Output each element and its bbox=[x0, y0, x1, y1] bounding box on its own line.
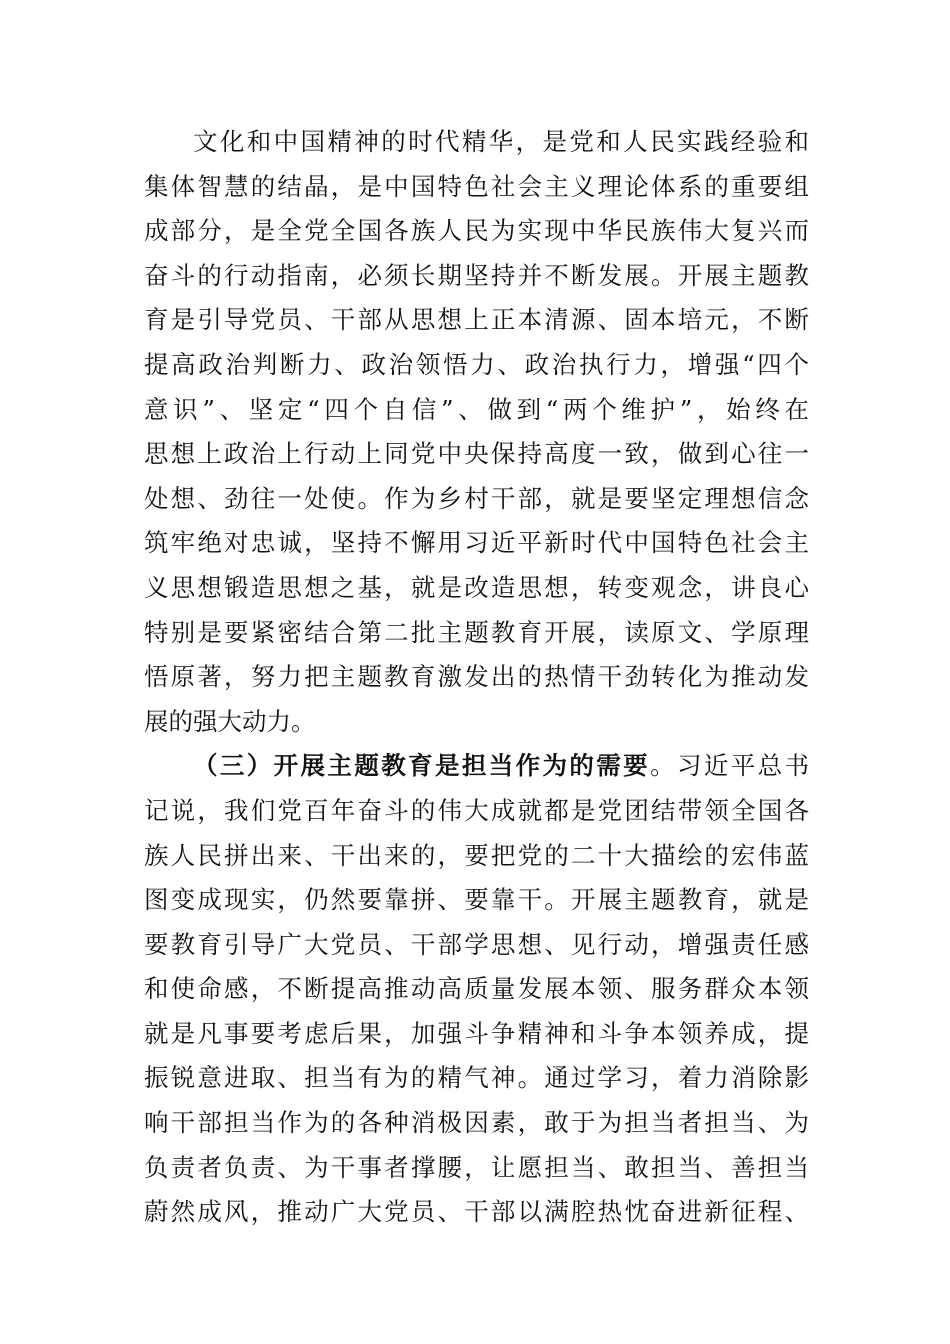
text-line: 育是引导党员、干部从思想上正本清源、固本培元，不断 bbox=[144, 305, 809, 335]
text-line: 负责者负责、为干事者撑腰，让愿担当、敢担当、善担当 bbox=[144, 1152, 809, 1182]
text-line: 思想上政治上行动上同党中央保持高度一致，做到心往一 bbox=[144, 439, 809, 469]
heading-continuation: 。习近平总书 bbox=[650, 751, 810, 781]
text-line: 提高政治判断力、政治领悟力、政治执行力，增强“四个 bbox=[144, 349, 809, 379]
body-text bbox=[144, 120, 809, 1235]
text-line: 特别是要紧密结合第二批主题教育开展，读原文、学原理 bbox=[144, 617, 809, 647]
paragraph-1 bbox=[144, 120, 809, 744]
text-line: 和使命感，不断提高推动高质量发展本领、服务群众本领 bbox=[144, 974, 809, 1004]
text-line: 记说，我们党百年奋斗的伟大成就都是党团结带领全国各 bbox=[144, 795, 809, 825]
text-line bbox=[144, 744, 809, 789]
text-line: 悟原著，努力把主题教育激发出的热情干劲转化为推动发 bbox=[144, 662, 809, 692]
paragraph-2 bbox=[144, 744, 809, 1235]
text-line: 集体智慧的结晶，是中国特色社会主义理论体系的重要组 bbox=[144, 171, 809, 201]
text-line: 文化和中国精神的时代精华，是党和人民实践经验和 bbox=[193, 127, 809, 156]
text-line: 振锐意进取、担当有为的精气神。通过学习，着力消除影 bbox=[144, 1063, 809, 1093]
text-line: 就是凡事要考虑后果，加强斗争精神和斗争本领养成，提 bbox=[144, 1018, 809, 1048]
text-line: 要教育引导广大党员、干部学思想、见行动，增强责任感 bbox=[144, 929, 809, 959]
text-line: 筑牢绝对忠诚，坚持不懈用习近平新时代中国特色社会主 bbox=[144, 528, 809, 558]
text-line: 蔚然成风，推动广大党员、干部以满腔热忱奋进新征程、 bbox=[144, 1197, 809, 1227]
text-line: 奋斗的行动指南，必须长期坚持并不断发展。开展主题教 bbox=[144, 260, 809, 290]
text-line: 展的强大动力。 bbox=[144, 706, 316, 736]
text-line: 意识”、坚定“四个自信”、做到“两个维护”，始终在 bbox=[144, 394, 809, 424]
text-line: 义思想锻造思想之基，就是改造思想，转变观念，讲良心 bbox=[144, 572, 809, 602]
text-line: 族人民拼出来、干出来的，要把党的二十大描绘的宏伟蓝 bbox=[144, 840, 809, 870]
text-line: 成部分，是全党全国各族人民为实现中华民族伟大复兴而 bbox=[144, 216, 809, 246]
text-line: 处想、劲往一处使。作为乡村干部，就是要坚定理想信念 bbox=[144, 483, 809, 513]
text-line: 响干部担当作为的各种消极因素，敢于为担当者担当、为 bbox=[144, 1108, 809, 1138]
text-line: 图变成现实，仍然要靠拼、要靠干。开展主题教育，就是 bbox=[144, 885, 809, 915]
section-heading: （三）开展主题教育是担当作为的需要 bbox=[193, 751, 651, 781]
